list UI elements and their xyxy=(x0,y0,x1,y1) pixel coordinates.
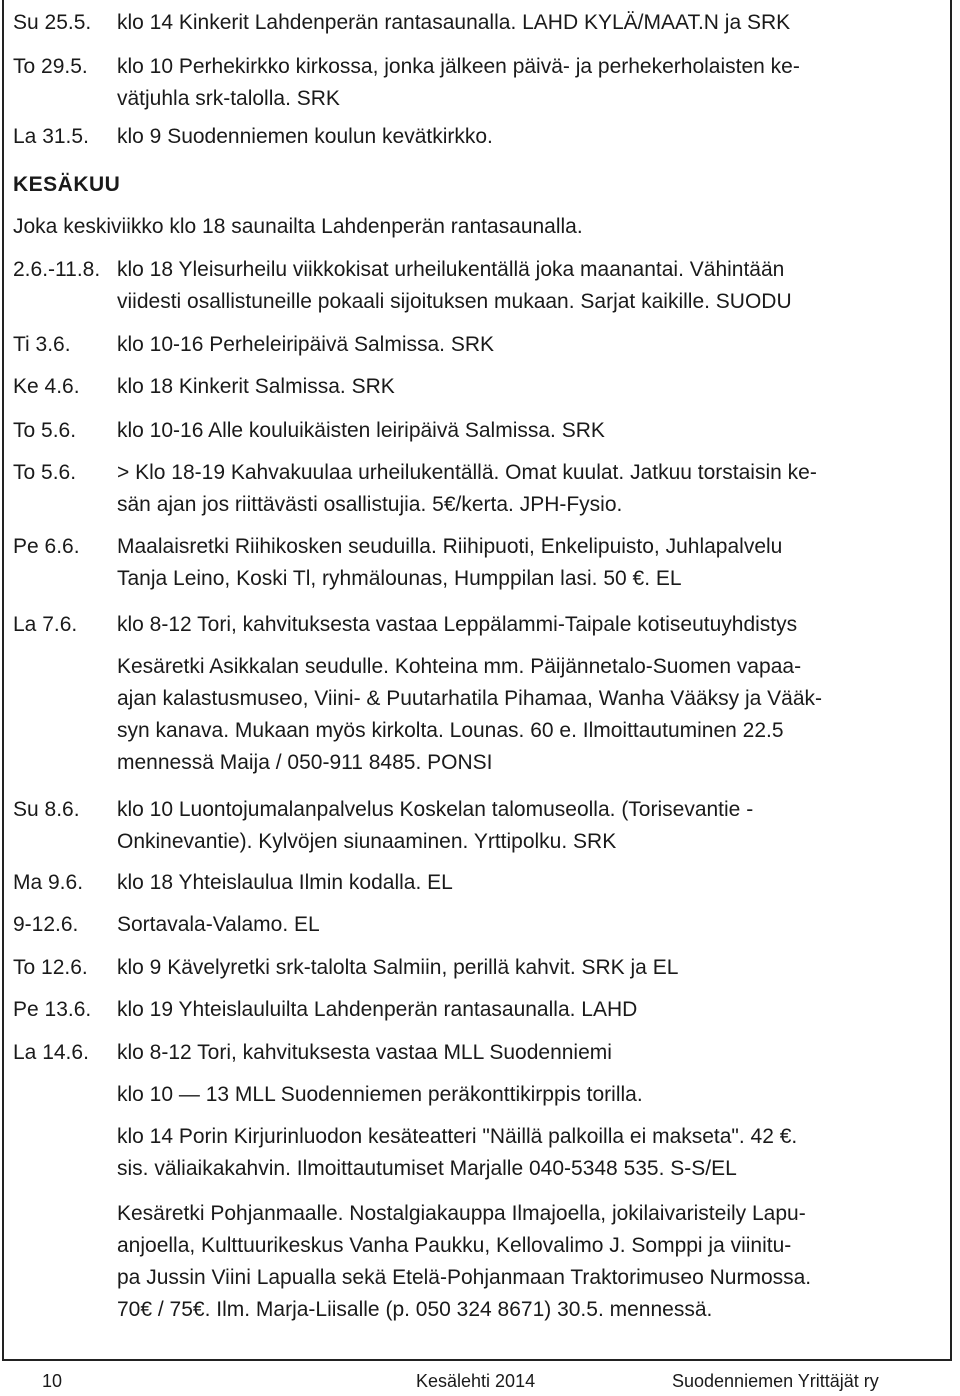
event-description-line: > Klo 18-19 Kahvakuulaa urheilukentällä. Omat kuulat. Jatkuu torstaisin ke- xyxy=(117,461,817,484)
event-description-line: klo 10 Luontojumalanpalvelus Koskelan talomuseolla. (Torisevantie - xyxy=(117,798,754,821)
publication-name: Kesälehti 2014 xyxy=(416,1371,536,1391)
event-date: 2.6.-11.8. xyxy=(13,258,101,281)
publisher-name: Suodenniemen Yrittäjät ry xyxy=(672,1371,879,1391)
event-date: La 31.5. xyxy=(13,125,89,148)
event-description-line: mennessä Maija / 050-911 8485. PONSI xyxy=(117,751,493,774)
event-date: Su 8.6. xyxy=(13,798,80,821)
event-description-line: klo 18 Kinkerit Salmissa. SRK xyxy=(117,375,395,398)
recurring-event-note: Joka keskiviikko klo 18 saunailta Lahdenperän rantasaunalla. xyxy=(13,215,583,238)
event-description-line: Sortavala-Valamo. EL xyxy=(117,913,320,936)
event-date: Ke 4.6. xyxy=(13,375,80,398)
event-date: To 5.6. xyxy=(13,419,77,442)
event-description-line: pa Jussin Viini Lapualla sekä Etelä-Pohjanmaan Traktorimuseo Nurmossa. xyxy=(117,1266,812,1289)
event-description-line: klo 18 Yleisurheilu viikkokisat urheilukentällä joka maanantai. Vähintään xyxy=(117,258,785,281)
event-description-line: klo 10 Perhekirkko kirkossa, jonka jälkeen päivä- ja perhekerholaisten ke- xyxy=(117,55,800,78)
event-description-line: sän ajan jos riittävästi osallistujia. 5€/kerta. JPH-Fysio. xyxy=(117,493,623,516)
event-description-line: klo 10-16 Alle kouluikäisten leiripäivä Salmissa. SRK xyxy=(117,419,605,442)
event-description-line: klo 14 Porin Kirjurinluodon kesäteatteri "Näillä palkoilla ei makseta". 42 €. xyxy=(117,1125,798,1148)
event-date: La 7.6. xyxy=(13,613,78,636)
event-date: La 14.6. xyxy=(13,1041,89,1064)
event-date: Pe 6.6. xyxy=(13,535,80,558)
event-description-line: klo 19 Yhteislauluilta Lahdenperän rantasaunalla. LAHD xyxy=(117,998,638,1021)
event-date: 9-12.6. xyxy=(13,913,79,936)
event-date: Pe 13.6. xyxy=(13,998,92,1021)
event-description-line: klo 14 Kinkerit Lahdenperän rantasaunalla. LAHD KYLÄ/MAAT.N ja SRK xyxy=(117,11,791,34)
event-description-line: klo 9 Suodenniemen koulun kevätkirkko. xyxy=(117,125,493,148)
event-description-line: viidesti osallistuneille pokaali sijoituksen mukaan. Sarjat kaikille. SUODU xyxy=(117,290,792,313)
event-description-line: Maalaisretki Riihikosken seuduilla. Riihipuoti, Enkelipuisto, Juhlapalvelu xyxy=(117,535,783,558)
event-description-line: sis. väliaikakahvin. Ilmoittautumiset Marjalle 040-5348 535. S-S/EL xyxy=(117,1157,737,1180)
month-heading: KESÄKUU xyxy=(13,173,121,196)
event-description-line: Onkinevantie). Kylvöjen siunaaminen. Yrttipolku. SRK xyxy=(117,830,617,853)
event-description-line: Kesäretki Pohjanmaalle. Nostalgiakauppa Ilmajoella, jokilaivaristeily Lapu- xyxy=(117,1202,806,1225)
event-description-line: syn kanava. Mukaan myös kirkolta. Lounas. 60 e. Ilmoittautuminen 22.5 xyxy=(117,719,784,742)
event-date: Ti 3.6. xyxy=(13,333,71,356)
event-description-line: anjoella, Kulttuurikeskus Vanha Paukku, Kellovalimo J. Somppi ja viinitu- xyxy=(117,1234,792,1257)
event-description-line: klo 10 — 13 MLL Suodenniemen peräkonttikirppis torilla. xyxy=(117,1083,643,1106)
event-date: To 29.5. xyxy=(13,55,88,78)
event-date: To 5.6. xyxy=(13,461,77,484)
event-description-line: klo 10-16 Perheleiripäivä Salmissa. SRK xyxy=(117,333,495,356)
event-description-line: klo 9 Kävelyretki srk-talolta Salmiin, perillä kahvit. SRK ja EL xyxy=(117,956,679,979)
event-date: Su 25.5. xyxy=(13,11,92,34)
event-date: Ma 9.6. xyxy=(13,871,84,894)
event-description-line: Tanja Leino, Koski Tl, ryhmälounas, Humppilan lasi. 50 €. EL xyxy=(117,567,682,590)
event-description-line: klo 8-12 Tori, kahvituksesta vastaa Leppälammi-Taipale kotiseutuyhdistys xyxy=(117,613,798,636)
event-description-line: 70€ / 75€. Ilm. Marja-Liisalle (p. 050 324 8671) 30.5. mennessä. xyxy=(117,1298,713,1321)
event-description-line: klo 8-12 Tori, kahvituksesta vastaa MLL Suodenniemi xyxy=(117,1041,612,1064)
event-date: To 12.6. xyxy=(13,956,88,979)
event-description-line: klo 18 Yhteislaulua Ilmin kodalla. EL xyxy=(117,871,453,894)
event-description-line: Kesäretki Asikkalan seudulle. Kohteina mm. Päijännetalo-Suomen vapaa- xyxy=(117,655,802,678)
page-number: 10 xyxy=(42,1371,63,1391)
event-description-line: vätjuhla srk-talolla. SRK xyxy=(117,87,340,110)
event-description-line: ajan kalastusmuseo, Viini- & Puutarhatila Pihamaa, Wanha Vääksy ja Vääk- xyxy=(117,687,823,710)
